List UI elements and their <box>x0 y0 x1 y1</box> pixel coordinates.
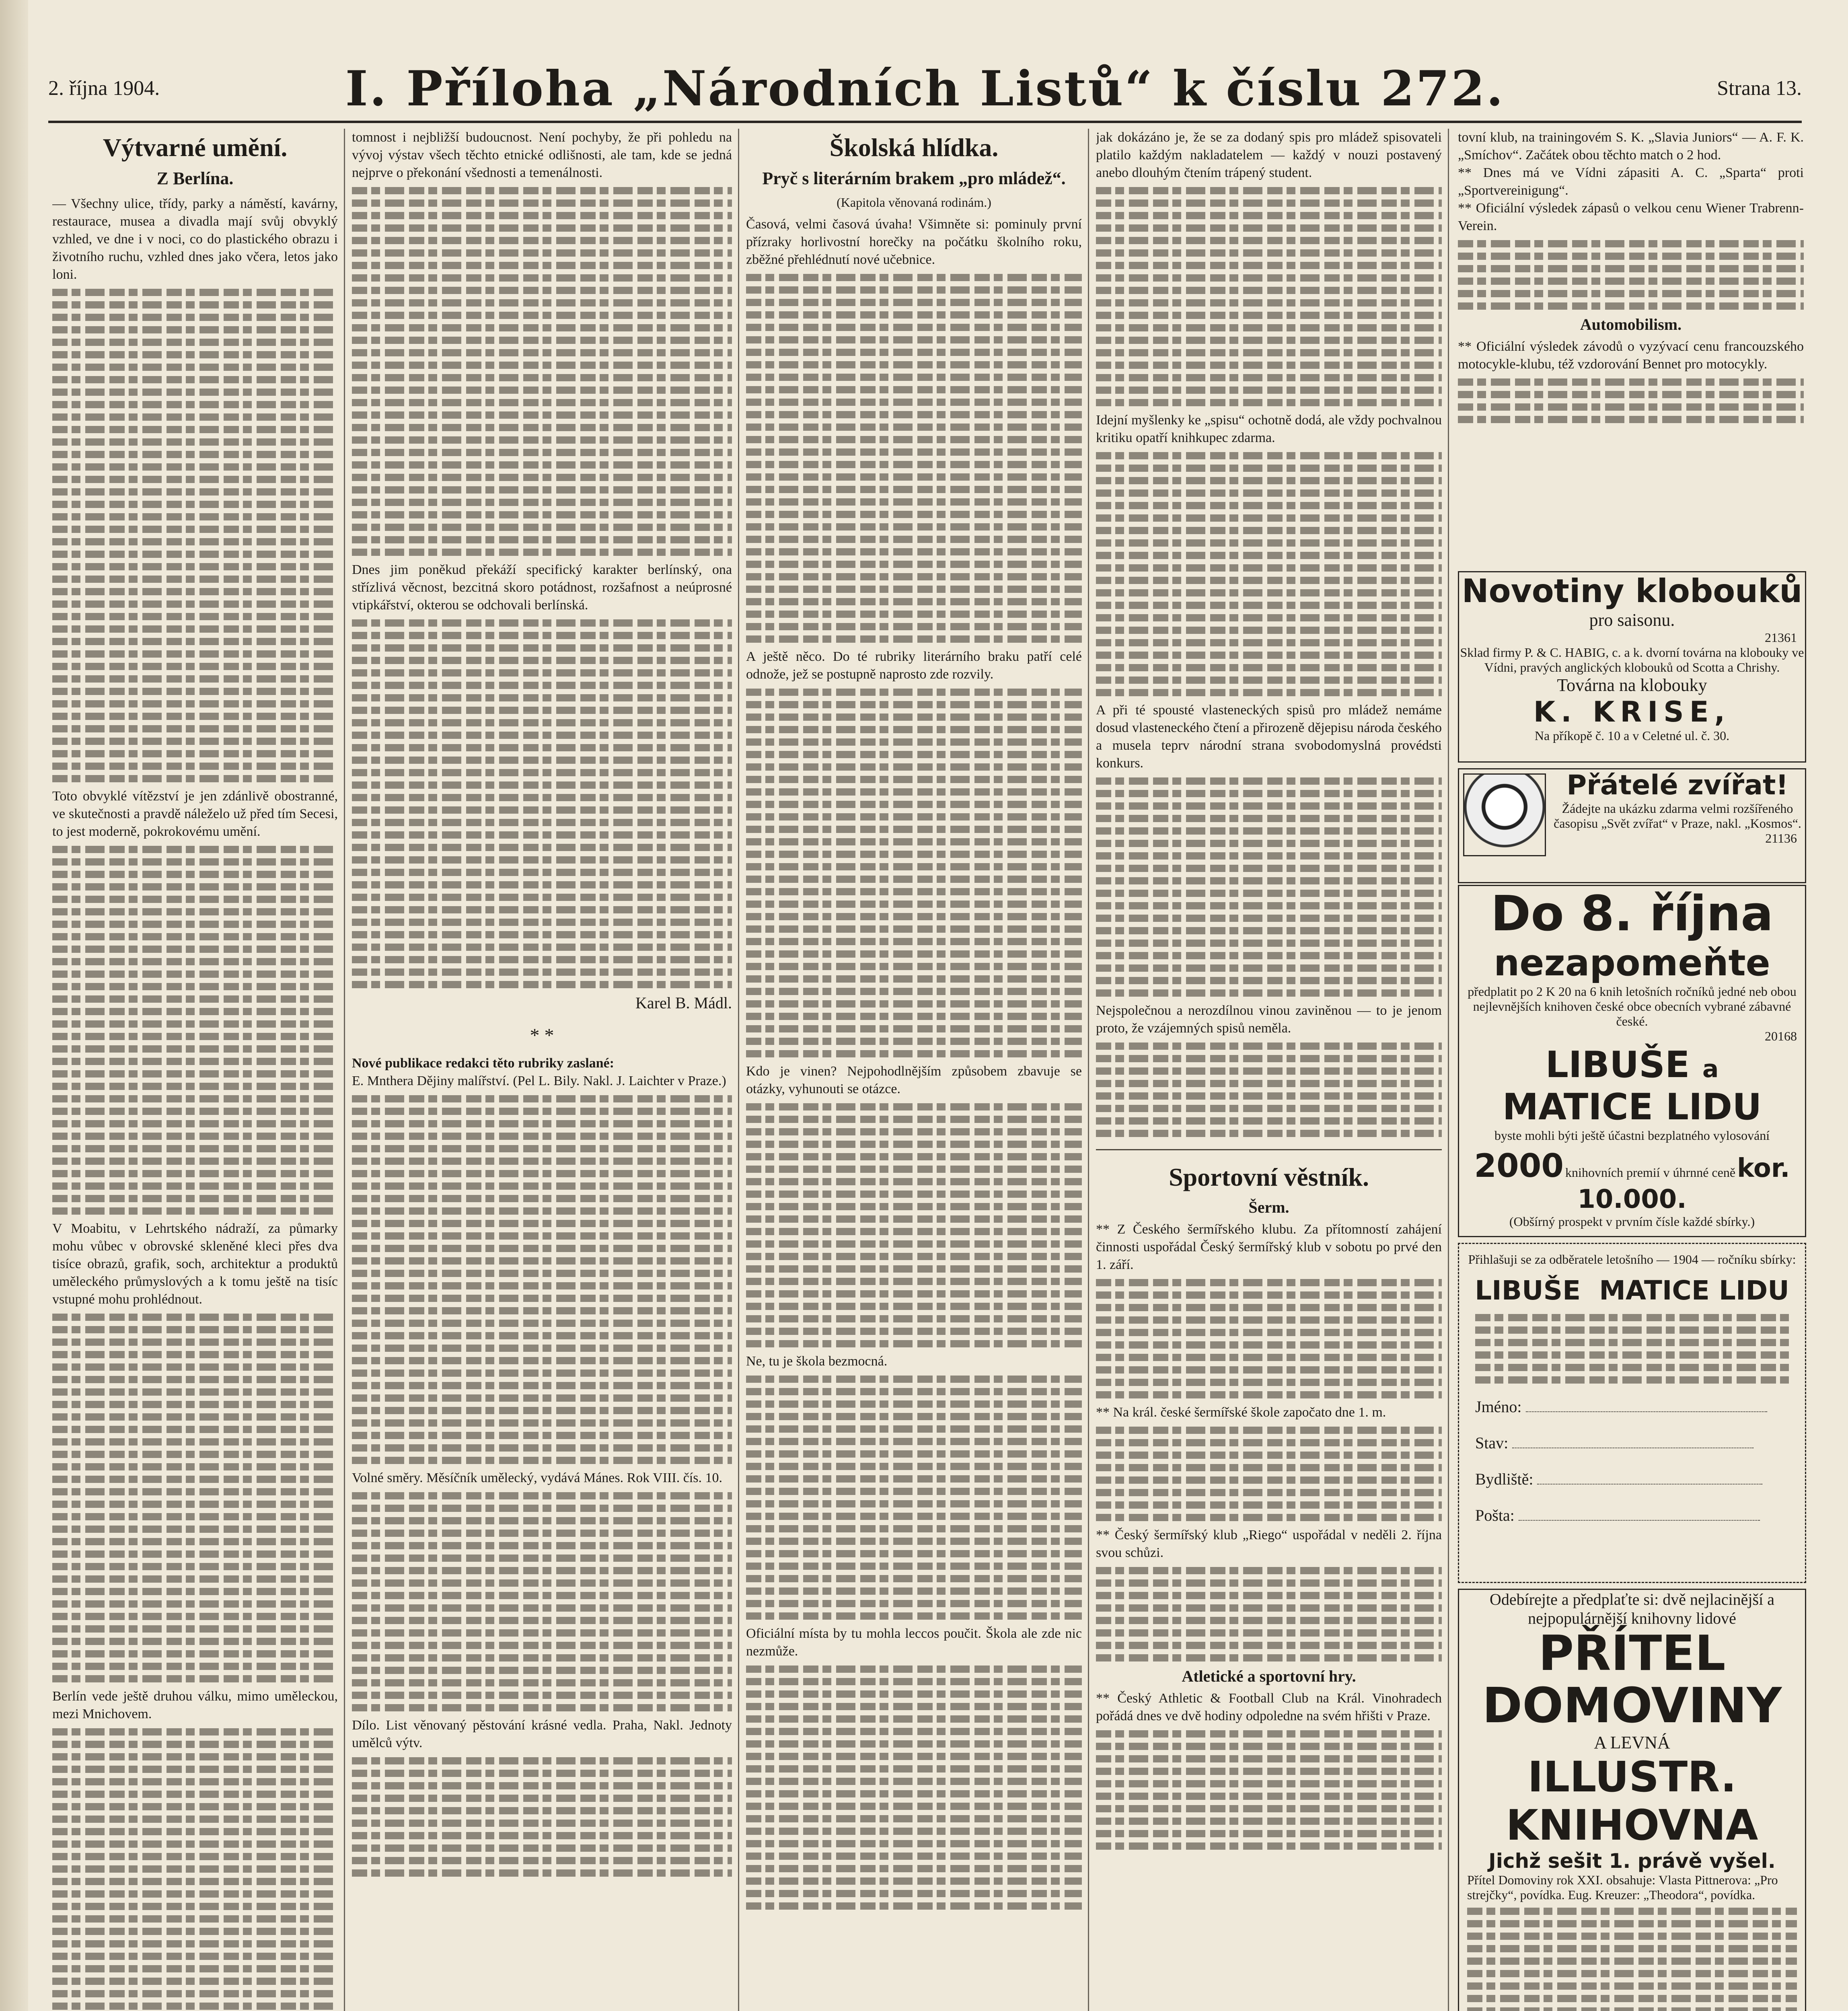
ad-subtitle: nezapomeňte <box>1494 942 1770 984</box>
sport-news-item: tovní klub, na trainingovém S. K. „Slavia Juniors“ — A. F. K. „Smíchov“. Začátek obou těchto match o 2 hod. <box>1458 130 1804 162</box>
column-article-continued <box>352 129 732 2011</box>
article-text-block <box>746 1376 1082 1620</box>
article-text-block <box>1096 777 1442 997</box>
ad-note: (Obšírný prospekt v prvním čísle každé sbírky.) <box>1509 1214 1755 1229</box>
article-paragraph: Nejspolečnou a nerozdílnou vinou zaviněnou — to je jenom proto, že vzájemných spisů neměla. <box>1096 1003 1442 1036</box>
column-vytvarne-umeni <box>52 129 338 2011</box>
ad-klobouky <box>1458 571 1806 763</box>
article-text-block <box>1458 240 1804 310</box>
ad-title: PŘÍTEL DOMOVINY <box>1482 1626 1782 1734</box>
form-label-jmeno: Jméno: <box>1475 1398 1522 1416</box>
sport-news-item: ** Na král. české šermířské škole započato dne 1. m. <box>1096 1405 1386 1420</box>
ad-heading: Odebírejte a předplaťte si: dvě nejlacinější a nejpopulárnější knihovny lidové <box>1490 1590 1774 1627</box>
ad-title: Do 8. října <box>1490 886 1774 942</box>
sport-news-item: ** Z Českého šermířského klubu. Za přítomností zahájení činnosti uspořádal Český šermířský klub v sobotu po prvé den 1. září. <box>1096 1222 1442 1272</box>
matice-lidu-label: MATICE LIDU <box>1502 1086 1762 1128</box>
article-text-block <box>1096 187 1442 406</box>
article-text-block <box>1096 452 1442 696</box>
article-paragraph: — Všechny ulice, třídy, parky a náměstí, kavárny, restaurace, musea a divadla mají svůj obvyklý vzhled, ve dne i v noci, co do plastického obrazu i životního ruchu, vzhled dnes jako včera, letos jako loni. <box>52 196 338 282</box>
article-paragraph: tomnost i nejbližší budoucnost. Není pochyby, že při pohledu na vývoj výstav všech těchto etnické odlišnosti, ale tam, kde se jedná nejprve o překonání všednosti a temenálnosti. <box>352 130 732 180</box>
article-paragraph: Toto obvyklé vítězství je jen zdánlivě obostranné, ve skutečnosti a pravdě náleželo už před tím Secesi, to jest moderně, pokrokovému umění. <box>52 789 338 839</box>
page-binding-edge <box>0 0 28 2011</box>
prize-text: knihovních premií v úhrnné ceně <box>1565 1165 1736 1180</box>
ad-text: byste mohli býti ještě účastni bezplatného vylosování <box>1494 1128 1770 1143</box>
ad-brand: K. KRISE, <box>1533 695 1731 728</box>
article-text-block <box>52 846 338 1215</box>
article-text-block <box>352 1757 732 1877</box>
sport-subheading: Atletické a sportovní hry. <box>1182 1667 1356 1685</box>
ad-subtitle: Jichž sešit 1. právě vyšel. <box>1488 1849 1776 1873</box>
form-label-bydliste: Bydliště: <box>1475 1470 1533 1488</box>
column-divider <box>738 129 739 2011</box>
article-paragraph: jak dokázáno je, že se za dodaný spis pro mládež spisovateli platilo každým nakladatelem — každý v nouzi postavený anebo dlouhým čtením trápený student. <box>1096 130 1442 180</box>
masthead <box>48 60 1802 121</box>
publication-item: E. Mnthera Dějiny malířství. (Pel L. Bily. Nakl. J. Laichter v Praze.) <box>352 1073 726 1088</box>
ad-do-8-rijna <box>1458 885 1806 1237</box>
libuse-label: LIBUŠE <box>1545 1044 1690 1086</box>
form-heading: Přihlašuji se za odběratele letošního — 1904 — ročníku sbírky: <box>1468 1252 1796 1267</box>
article-subtitle: Pryč s literárním brakem „pro mládež“. <box>762 169 1066 188</box>
column-sport-continued <box>1458 129 1804 563</box>
article-paragraph: Oficiální místa by tu mohla leccos poučit. Škola ale zde nic nezmůže. <box>746 1626 1082 1659</box>
ad-title: ILLUSTR. KNIHOVNA <box>1506 1752 1758 1850</box>
conjunction: a <box>1702 1055 1719 1083</box>
sport-subheading: Automobilism. <box>1580 315 1682 333</box>
sport-news-item: ** Český šermířský klub „Riego“ uspořádal v neděli 2. října svou schůzi. <box>1096 1528 1442 1560</box>
article-text-block <box>746 1103 1082 1347</box>
article-text-block <box>52 289 338 782</box>
article-paragraph: Idejní myšlenky ke „spisu“ ochotně dodá, ale vždy pochvalnou kritiku opatří knihkupec zdarma. <box>1096 413 1442 445</box>
column-article-sport <box>1096 129 1442 2011</box>
article-paragraph: Ne, tu je škola bezmocná. <box>746 1354 888 1369</box>
article-signature: Karel B. Mádl. <box>635 994 732 1012</box>
ad-text: Továrna na klobouky <box>1557 675 1707 695</box>
article-text-block <box>52 1728 338 2011</box>
form-field-jmeno[interactable] <box>1526 1411 1767 1412</box>
article-paragraph: A ještě něco. Do té rubriky literárního braku patří celé odnože, jež se postupně naprosto zde rozvily. <box>746 649 1082 682</box>
page-number: Strana 13. <box>1717 77 1802 100</box>
section-title: Sportovní věstník. <box>1169 1163 1369 1191</box>
article-text-block <box>746 689 1082 1057</box>
ad-pratele-zvirat <box>1458 768 1806 883</box>
dog-illustration-icon <box>1463 773 1546 856</box>
article-paragraph: Časová, velmi časová úvaha! Všimněte si: pominuly první přízraky horlivostní horečky na počátku školního roku, zběžné přehlédnutí nové učebnice. <box>746 217 1082 267</box>
sport-news-item: ** Český Athletic & Football Club na Král. Vinohradech pořádá dnes ve dvě hodiny odpoledne na svém hřišti v Praze. <box>1096 1691 1442 1723</box>
form-option-matice[interactable]: MATICE LIDU <box>1599 1275 1789 1306</box>
column-divider <box>1088 129 1089 2011</box>
article-text-block <box>52 1314 338 1682</box>
ad-text: Přítel Domoviny rok XXI. obsahuje: Vlasta Pittnerova: „Pro strejčky“, povídka. Eug. Kreuzer: „Theodora“, povídka. <box>1467 1873 1778 1902</box>
article-subtitle: Z Berlína. <box>156 169 234 188</box>
prize-count: 2000 <box>1474 1147 1564 1184</box>
article-paragraph: Dnes jim poněkud překáží specifický karakter berlínský, ona střízlivá věcnost, bezcitná skoro potádnost, rozšafnost a neúprosné vtipkářství, okterou se odchovali berlínská. <box>352 562 732 613</box>
article-text-block <box>1096 1427 1442 1521</box>
article-text-block <box>1096 1567 1442 1661</box>
article-text-block <box>746 274 1082 643</box>
form-instructions <box>1459 1314 1805 1384</box>
article-text-block <box>1096 1279 1442 1398</box>
ad-subtitle: pro saisonu. <box>1589 610 1675 630</box>
article-text-block <box>1458 378 1804 423</box>
article-text-block <box>352 187 732 556</box>
article-text-block <box>352 1095 732 1464</box>
ad-number: 21361 <box>1765 630 1797 645</box>
article-paragraph: V Moabitu, v Lehrtského nádraží, za půmarky mohu vůbec v obrovské skleněné kleci přes dva tisíce obrazů, grafik, soch, architektur a produktů uměleckého průmyslových a k tomu ještě na tisíc vstupné mohu prohlédnout. <box>52 1221 338 1307</box>
article-text-block <box>1096 1730 1442 1850</box>
supplement-title: I. Příloha „Národních Listů“ k číslu 272. <box>345 60 1505 117</box>
column-divider <box>344 129 345 2011</box>
form-option-libuse[interactable]: LIBUŠE <box>1475 1275 1581 1306</box>
publications-heading: Nové publikace redakci těto rubriky zaslané: <box>352 1056 614 1071</box>
order-form <box>1458 1243 1806 1583</box>
section-title: Výtvarné umění. <box>103 133 288 162</box>
ad-title: Novotiny klobouků <box>1462 572 1803 610</box>
sport-news-item: ** Oficiální výsledek závodů o vyzývací cenu francouzského motocykle-klubu, též vzdorování Bennet pro motocykly. <box>1458 339 1804 372</box>
article-paragraph: Berlín vede ještě druhou válku, mimo uměleckou, mezi Mnichovem. <box>52 1689 338 1721</box>
ad-pritel-domoviny <box>1458 1589 1806 2011</box>
masthead-rule <box>48 121 1802 123</box>
sport-subheading: Šerm. <box>1248 1198 1289 1216</box>
article-text-block <box>746 1666 1082 1910</box>
ad-text: A LEVNÁ <box>1594 1733 1670 1752</box>
sport-news-item: ** Oficiální výsledek zápasů o velkou cenu Wiener Trabrenn-Verein. <box>1458 201 1804 233</box>
section-separator-stars: * * <box>530 1025 554 1046</box>
publication-item: Volné směry. Měsíčník umělecký, vydává Mánes. Rok VIII. čís. 10. <box>352 1470 722 1485</box>
article-paragraph: Kdo je vinen? Nejpohodlnějším způsobem zbavuje se otázky, vyhunouti se otázce. <box>746 1064 1082 1096</box>
article-paragraph: A při té spousté vlasteneckých spisů pro mládež nemáme dosud vlasteneckého čtení a přirozeně dějepisu národa českého a musela teprv národní strana svobodomyslná provédsti konkurs. <box>1096 703 1442 771</box>
article-text-block <box>352 1492 732 1711</box>
publication-item: Dílo. List věnovaný pěstování krásné vedla. Praha, Nakl. Jednoty umělců výtv. <box>352 1718 732 1750</box>
form-label-posta: Pošta: <box>1475 1506 1515 1524</box>
ad-number: 21136 <box>1765 831 1797 845</box>
prize-value: kor. 10.000. <box>1577 1154 1790 1214</box>
ad-address: Na příkopě č. 10 a v Celetné ul. č. 30. <box>1534 728 1730 743</box>
form-field-posta[interactable] <box>1519 1520 1760 1521</box>
article-text-block <box>1096 1043 1442 1137</box>
ad-text: Sklad firmy P. & C. HABIG, c. a k. dvorní továrna na klobouky ve Vídni, pravých anglických klobouků od Scotta a Chrishy. <box>1460 645 1804 674</box>
issue-date: 2. října 1904. <box>48 77 160 100</box>
article-subnote: (Kapitola věnovaná rodinám.) <box>837 195 991 210</box>
section-title: Školská hlídka. <box>829 133 999 162</box>
ad-number: 20168 <box>1765 1029 1797 1043</box>
section-divider <box>1096 1149 1442 1150</box>
ad-text: předplatit po 2 K 20 na 6 knih letošních ročníků jedné neb obou nejlevnějších knihoven české obce obecních vybrané zábavné české. <box>1468 984 1797 1028</box>
sport-news-item: ** Dnes má ve Vídni zápasiti A. C. „Sparta“ proti „Sportvereinigung“. <box>1458 165 1804 198</box>
form-label-stav: Stav: <box>1475 1434 1509 1452</box>
column-divider <box>1448 129 1449 2011</box>
form-field-bydliste[interactable] <box>1537 1484 1762 1485</box>
column-skolska-hlidka <box>746 129 1082 2011</box>
article-text-block <box>352 619 732 988</box>
ad-text-block <box>1459 1908 1805 2011</box>
ad-text: Žádejte na ukázku zdarma velmi rozšířeného časopisu „Svět zvířat“ v Praze, nakl. „Kosmos“. <box>1554 801 1801 831</box>
ad-title: Přátelé zvířat! <box>1566 769 1788 801</box>
